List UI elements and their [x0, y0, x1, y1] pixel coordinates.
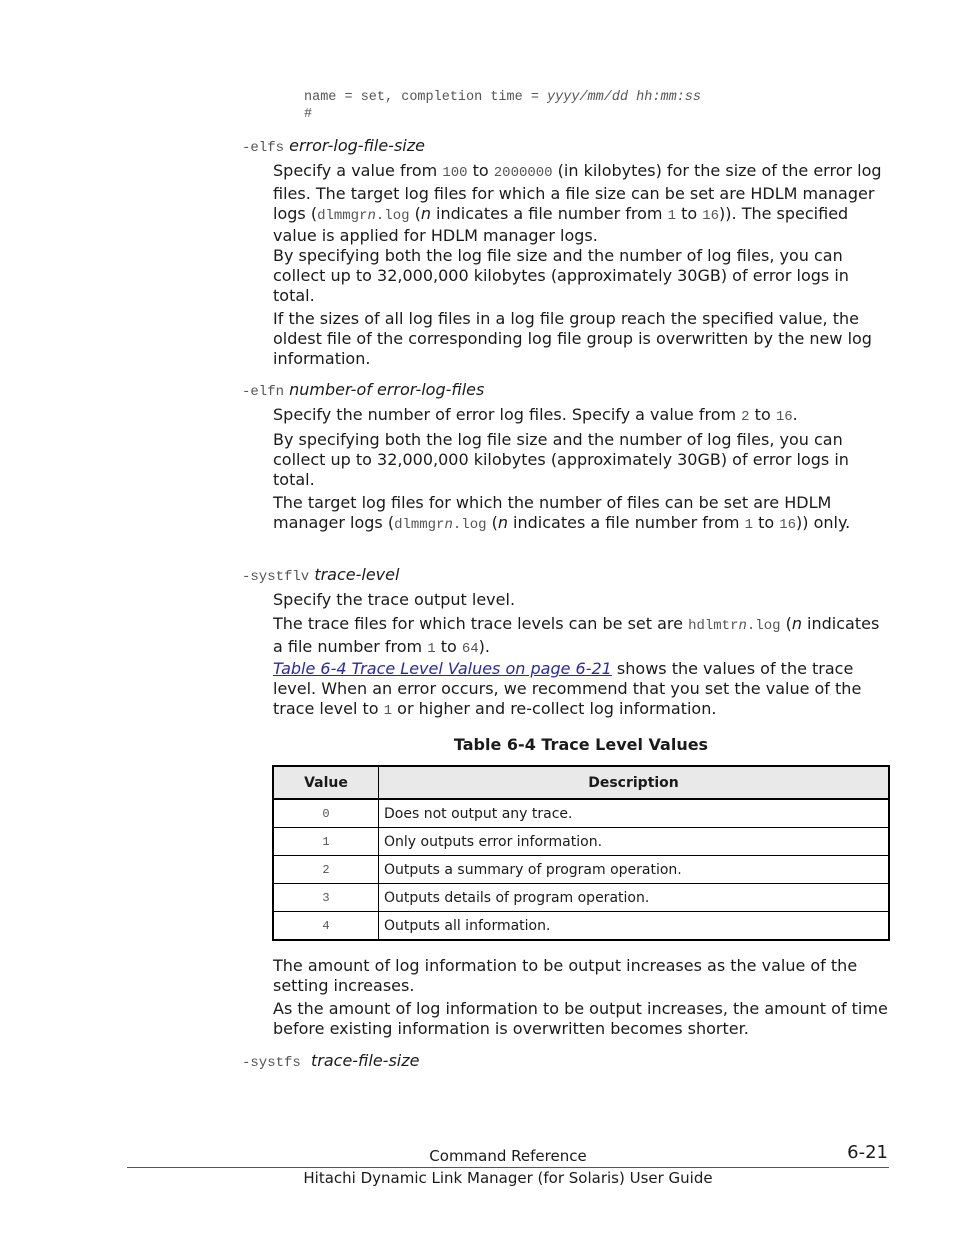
- elfs-paragraph-1: Specify a value from 100 to 2000000 (in kilobytes) for the size of the error log files. The target log files for which a file size can be set are HDLM manager logs (dlmmgrn.log (n indicates a file number from 1 to 16)). The specified value is applied for HDLM manager logs.: [273, 161, 882, 246]
- after-table-paragraph-2: As the amount of log information to be output increases, the amount of time before existing information is overwritten becomes shorter.: [273, 999, 888, 1038]
- code-time-placeholder: yyyy/mm/dd hh:mm:ss: [547, 90, 701, 105]
- footer-section-title: Command Reference: [429, 1147, 587, 1165]
- option-elfn: [242, 380, 484, 402]
- elfn-paragraph-2: By specifying both the log file size and the number of log files, you can collect up to 32,000,000 kilobytes (approximately 30GB) of error logs in total.: [273, 430, 849, 489]
- column-header-value: Value: [273, 766, 379, 799]
- row-value: 3: [273, 884, 379, 912]
- row-description: Outputs all information.: [379, 912, 890, 941]
- row-value: 0: [273, 799, 379, 828]
- row-value: 1: [273, 828, 379, 856]
- table-row: [273, 856, 889, 884]
- option-arg: trace-file-size: [310, 1051, 420, 1070]
- option-flag: -systflv: [242, 569, 310, 585]
- trace-level-table: [272, 765, 890, 941]
- row-description: Only outputs error information.: [379, 828, 890, 856]
- row-description: Outputs a summary of program operation.: [379, 856, 890, 884]
- row-value: 2: [273, 856, 379, 884]
- code-line-completion: [304, 89, 701, 106]
- option-systflv: [242, 565, 399, 587]
- elfs-paragraph-2: By specifying both the log file size and the number of log files, you can collect up to 32,000,000 kilobytes (approximately 30GB) of error logs in total.: [273, 246, 849, 305]
- table-reference-link[interactable]: Table 6-4 Trace Level Values on page 6-21: [273, 659, 612, 678]
- row-value: 4: [273, 912, 379, 941]
- table-row: [273, 828, 889, 856]
- column-header-description: Description: [379, 766, 890, 799]
- option-arg: number-of error-log-files: [289, 380, 485, 399]
- option-arg: trace-level: [314, 565, 400, 584]
- elfn-paragraph-1: Specify the number of error log files. Specify a value from 2 to 16.: [273, 405, 798, 425]
- option-flag: -elfn: [242, 384, 285, 400]
- footer-divider: [127, 1167, 889, 1168]
- row-description: Outputs details of program operation.: [379, 884, 890, 912]
- elfn-paragraph-3: The target log files for which the number of files can be set are HDLM manager logs (dlmmgrn.log (n indicates a file number from 1 to 16)) only.: [273, 493, 851, 533]
- footer-guide-title: Hitachi Dynamic Link Manager (for Solaris) User Guide: [303, 1169, 713, 1187]
- table-row: [273, 799, 889, 828]
- systflv-paragraph-3: Table 6-4 Trace Level Values on page 6-21 shows the values of the trace level. When an error occurs, we recommend that you set the value of the trace level to 1 or higher and re-collect log information.: [273, 659, 862, 719]
- table-caption: Table 6-4 Trace Level Values: [453, 735, 709, 754]
- table-row: [273, 884, 889, 912]
- code-text: name = set, completion time =: [304, 90, 548, 105]
- elfs-paragraph-3: If the sizes of all log files in a log file group reach the specified value, the oldest file of the corresponding log file group is overwritten by the new log information.: [273, 309, 872, 368]
- page-number: 6-21: [847, 1142, 888, 1163]
- after-table-paragraph-1: The amount of log information to be output increases as the value of the setting increases.: [273, 956, 858, 995]
- systflv-paragraph-2: The trace files for which trace levels can be set are hdlmtrn.log (n indicates a file number from 1 to 64).: [273, 614, 880, 657]
- table-row: [273, 912, 889, 941]
- option-elfs: [242, 136, 425, 158]
- option-arg: error-log-file-size: [289, 136, 425, 155]
- systflv-paragraph-1: Specify the trace output level.: [273, 590, 516, 609]
- option-flag: -systfs: [242, 1055, 301, 1071]
- option-flag: -elfs: [242, 140, 285, 156]
- code-line-prompt: #: [304, 107, 313, 122]
- option-systfs: [242, 1051, 419, 1073]
- row-description: Does not output any trace.: [379, 799, 890, 828]
